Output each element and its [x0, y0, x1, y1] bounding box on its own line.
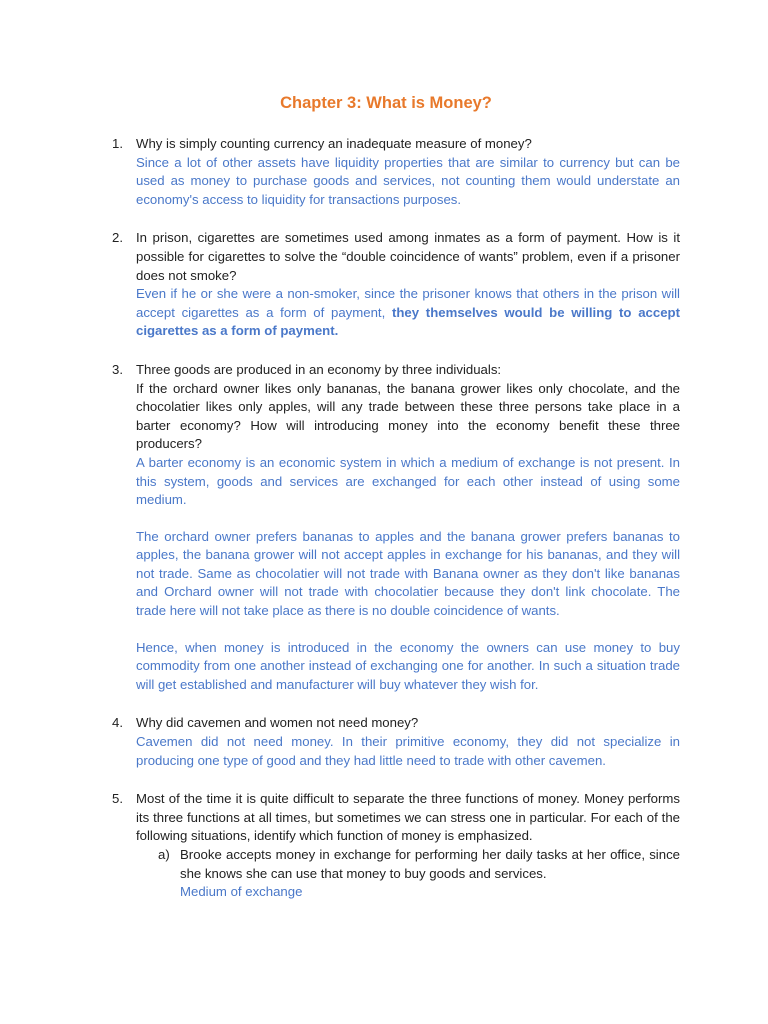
question-text: In prison, cigarettes are sometimes used among inmates as a form of payment. How is it possible for cigarettes to solve the “double coincidence of wants” problem, even if a prisoner does not smoke?: [136, 230, 680, 283]
sub-question-label: a): [158, 847, 170, 862]
question-text: If the orchard owner likes only bananas, the banana grower likes only chocolate, and the chocolatier likes only apples, will any trade between these three persons take place in a barter economy? How will introducing money into the economy benefit these three producers?: [136, 380, 680, 452]
paragraph-gap: [136, 621, 680, 639]
sub-question-answer: Medium of exchange: [180, 884, 303, 900]
question-body: [136, 714, 680, 770]
answer-paragraph-1: A barter economy is an economic system in which a medium of exchange is not present. In this system, goods and services are exchanged for each other instead of using some medium.: [136, 454, 680, 508]
question-body: [136, 135, 680, 209]
question-body: [136, 361, 680, 695]
answer-text: Cavemen did not need money. In their primitive economy, they did not specialize in producing one type of good and they had little need to trade with other cavemen.: [136, 734, 680, 768]
question-body: [136, 790, 680, 902]
question-4: [112, 714, 680, 770]
question-3: [112, 361, 680, 695]
answer-text: [136, 285, 680, 341]
question-1: [112, 135, 680, 209]
question-number: 3.: [112, 361, 123, 377]
question-number: 5.: [112, 791, 123, 807]
sub-question-a: [158, 846, 680, 902]
answer-bold: they themselves would be willing to accept cigarettes as a form of payment.: [136, 304, 680, 339]
sub-question-body: [180, 846, 680, 902]
question-2: [112, 229, 680, 341]
answer-text: Since a lot of other assets have liquidity properties that are similar to currency but can be used as money to purchase goods and services, not counting them would understate an economy's access to liquidity for transactions purposes.: [136, 154, 680, 207]
sub-question-text: Brooke accepts money in exchange for performing her daily tasks at her office, since she knows she can use that money to buy goods and services.: [180, 847, 680, 881]
question-number: 1.: [112, 136, 123, 151]
answer-paragraph-3: Hence, when money is introduced in the economy the owners can use money to buy commodity from one another instead of exchanging one for another. In such a situation trade will get established and manufacturer will buy whatever they wish for.: [136, 639, 680, 692]
answer-plain: Even if he or she were a non-smoker, since the prisoner knows that others in the prison will accept cigarettes as a form of payment,: [136, 286, 680, 320]
question-text: Why is simply counting currency an inadequate measure of money?: [136, 136, 532, 151]
question-number: 4.: [112, 715, 123, 731]
paragraph-gap: [136, 510, 680, 528]
question-number: 2.: [112, 230, 123, 246]
question-text: Why did cavemen and women not need money?: [136, 715, 419, 731]
question-5: [112, 790, 680, 902]
question-text: Most of the time it is quite difficult to separate the three functions of money. Money performs its three functions at all times, but sometimes we can stress one in particular. For each of the following situations, identify which function of money is emphasized.: [136, 791, 680, 844]
answer-paragraph-2: The orchard owner prefers bananas to apples and the banana grower prefers bananas to apples, the banana grower will not accept apples in exchange for his bananas, and they will not trade. Same as chocolatier will not trade with Banana owner as they don't like bananas and Orchard owner will not trade with chocolatier because they don't link chocolate. The trade here will not take place as there is no double coincidence of wants.: [136, 528, 680, 619]
question-body: [136, 229, 680, 341]
page-title: Chapter 3: What is Money?: [280, 94, 492, 112]
question-intro: Three goods are produced in an economy by three individuals:: [136, 361, 502, 377]
